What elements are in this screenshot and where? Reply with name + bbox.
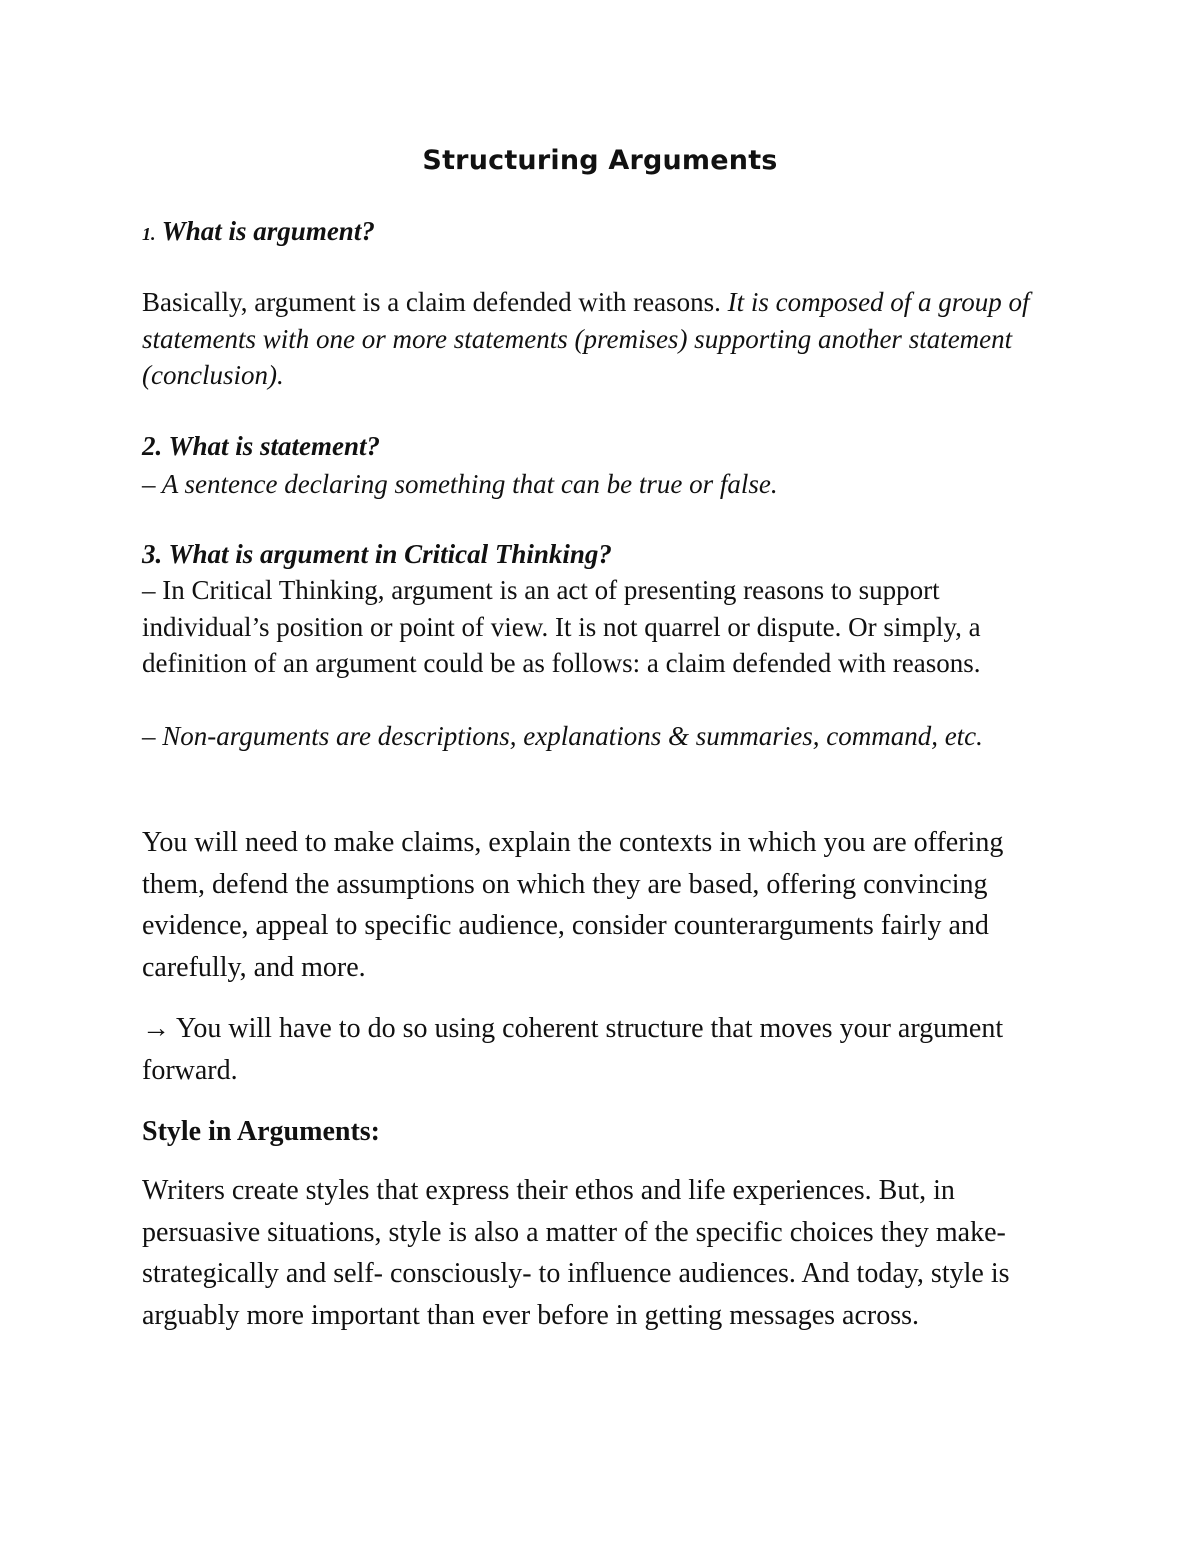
question-3-answer: – In Critical Thinking, argument is an act of presenting reasons to support individual’s position or point of view. It is not quarrel or dispute. Or simply, a definition of an argument could be as follows: a claim defended with reasons.: [142, 575, 981, 678]
question-2-heading: 2. What is statement?: [142, 431, 381, 461]
question-1-answer-plain: Basically, argument is a claim defended with reasons.: [142, 287, 728, 317]
question-1-number: 1.: [142, 224, 156, 244]
structure-paragraph: → You will have to do so using coherent structure that moves your argument forward.: [142, 1013, 1004, 1086]
claims-paragraph: You will need to make claims, explain the contexts in which you are offering them, defend the assumptions on which they are based, offering convincing evidence, appeal to specific audience, consider counterarguments fairly and carefully, and more.: [142, 827, 1004, 983]
question-1-answer-italic: It is composed of a group of statements with one or more statements (premises) supporting another statement (conclusion).: [142, 287, 1030, 390]
question-1-text: What is argument?: [161, 216, 375, 246]
page-title: Structuring Arguments: [422, 145, 778, 176]
style-heading: Style in Arguments:: [142, 1116, 380, 1147]
question-1-answer: [142, 284, 1072, 394]
question-2-answer: – A sentence declaring something that can be true or false.: [142, 469, 778, 499]
question-3-note: – Non-arguments are descriptions, explanations & summaries, command, etc.: [142, 721, 983, 751]
question-1-heading: [142, 213, 1072, 252]
question-3-heading: 3. What is argument in Critical Thinking?: [142, 539, 612, 569]
style-paragraph: Writers create styles that express their ethos and life experiences. But, in persuasive situations, style is also a matter of the specific choices they make- strategically and self- consciously- to influence audiences. And today, style is arguably more important than ever before in getting messages across.: [142, 1175, 1010, 1331]
